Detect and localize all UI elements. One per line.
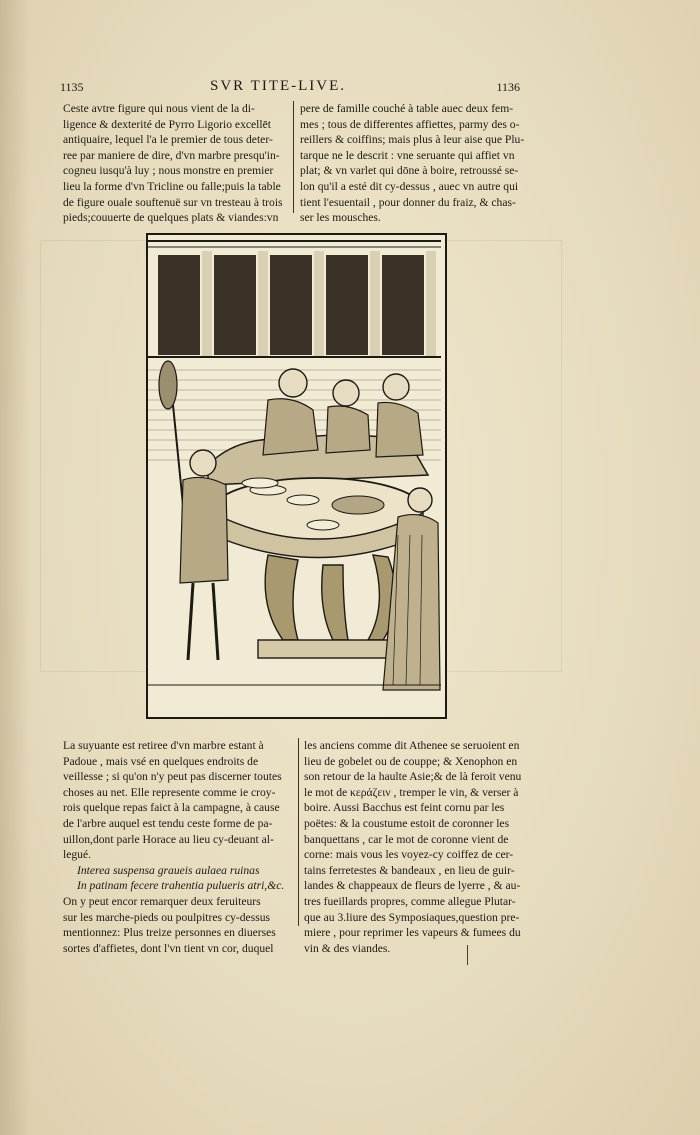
text-line: lieu de gobelet ou de couppe; & Xenophon en [304, 754, 518, 768]
text-line: rois quelque repas faict à la campagne, à cause [63, 801, 280, 815]
text-line: pieds;couuerte de quelques plats & viandes:vn [63, 211, 279, 225]
text-line: corne: mais vous les voyez-cy coiffez de cer- [304, 848, 514, 862]
text-line: lieu la forme d'vn Tricline ou falle;puis la table [63, 179, 281, 193]
text-line: On y peut encor remarquer deux feruiteurs [63, 894, 261, 908]
text-line: ree par maniere de dire, d'vn marbre presqu'in- [63, 148, 280, 162]
text-line: miere , pour reprimer les vapeurs & fumees du [304, 926, 521, 940]
column-bottom-right [304, 738, 536, 956]
text-line: boire. Aussi Bacchus est feint cornu par les [304, 801, 505, 815]
text-line: Ceste avtre figure qui nous vient de la di- [63, 102, 255, 115]
text-line: cogneu iusqu'à luy ; nous monstre en premier [63, 164, 274, 178]
latin-quote-line: In patinam fecere trahentia pulueris atri,&c. [77, 879, 285, 893]
text-line: mentionnez: Plus treize personnes en diuerses [63, 926, 276, 940]
text-line: ligence & dexterité de Pyrro Ligorio excellēt [63, 117, 271, 131]
text-line: tains ferretestes & bandeaux , en lieu de guir- [304, 863, 515, 877]
text-line: le mot de κεράζειν , tremper le vin, & verser à [304, 785, 519, 799]
text-line: antiquaire, lequel l'a le premier de tous deter- [63, 133, 273, 147]
column-rule [293, 101, 294, 213]
column-top-right [300, 101, 525, 226]
text-line: uillon,dont parle Horace au lieu cy-deuant al- [63, 832, 274, 846]
text-line: Padoue , mais vsé en quelques endroits de [63, 754, 259, 768]
text-line: plat; & vn varlet qui dōne à boire, retroussé se- [300, 164, 519, 178]
text-line: tarque ne le descrit : vne seruante qui affiet vn [300, 148, 515, 162]
text-line: ser les mousches. [300, 211, 381, 225]
page-number-right: 1136 [496, 80, 520, 94]
text-line: veillesse ; si qu'on n'y peut pas discerner toutes [63, 770, 282, 784]
text-line: lon qu'il a esté dit cy-dessus , auec vn autre qui [300, 179, 519, 193]
text-line: son retour de la haulte Asie;& de là feroit venu [304, 770, 522, 784]
gutter-shadow [0, 0, 30, 1135]
text-line: sur les marche-pieds ou poulpitres cy-dessus [63, 910, 271, 924]
text-line: choses au net. Elle represente comme ie croy- [63, 785, 276, 799]
text-line: poëtes: & la coustume estoit de coronner les [304, 816, 510, 830]
text-line: que au 3.liure des Symposiaques,question pre- [304, 910, 520, 924]
column-top-left [63, 101, 288, 226]
text-line: tient l'esuentail , pour donner du fraiz, & chas- [300, 195, 516, 209]
text-line: pere de famille couché à table auec deux fem- [300, 102, 514, 115]
running-title: SVR TITE-LIVE. [210, 78, 347, 94]
text-line: de l'arbre auquel est tendu ceste forme de pa- [63, 816, 273, 830]
text-line: tres fueillards propres, comme allegue Plutar- [304, 894, 516, 908]
text-line: reillers & coiffins; mais plus à leur aise que Plu- [300, 133, 525, 147]
text-line: mes ; tous de differentes affiettes, parmy des o- [300, 117, 520, 131]
page-number-left: 1135 [60, 80, 84, 94]
column-bottom-left [63, 738, 295, 956]
page-header [60, 78, 520, 98]
stray-mark [467, 945, 468, 965]
banquet-woodcut-illustration [146, 233, 447, 719]
text-line: les anciens comme dit Athenee se seruoient en [304, 739, 520, 752]
latin-quote-line: Interea suspensa graueis aulaea ruinas [77, 863, 260, 877]
text-line: de figure ouale souftenuë sur vn tresteau à trois [63, 195, 283, 209]
text-line: legué. [63, 848, 92, 862]
text-line: La suyuante est retiree d'vn marbre estant à [63, 739, 264, 752]
text-line: sortes d'affietes, dont l'vn tient vn cor, duquel [63, 941, 274, 955]
text-line: banquettans , car le mot de coronne vient de [304, 832, 509, 846]
column-rule [298, 738, 299, 926]
text-line: vin & des viandes. [304, 941, 391, 955]
text-line: landes & chappeaux de fleurs de lyerre , & au- [304, 879, 521, 893]
